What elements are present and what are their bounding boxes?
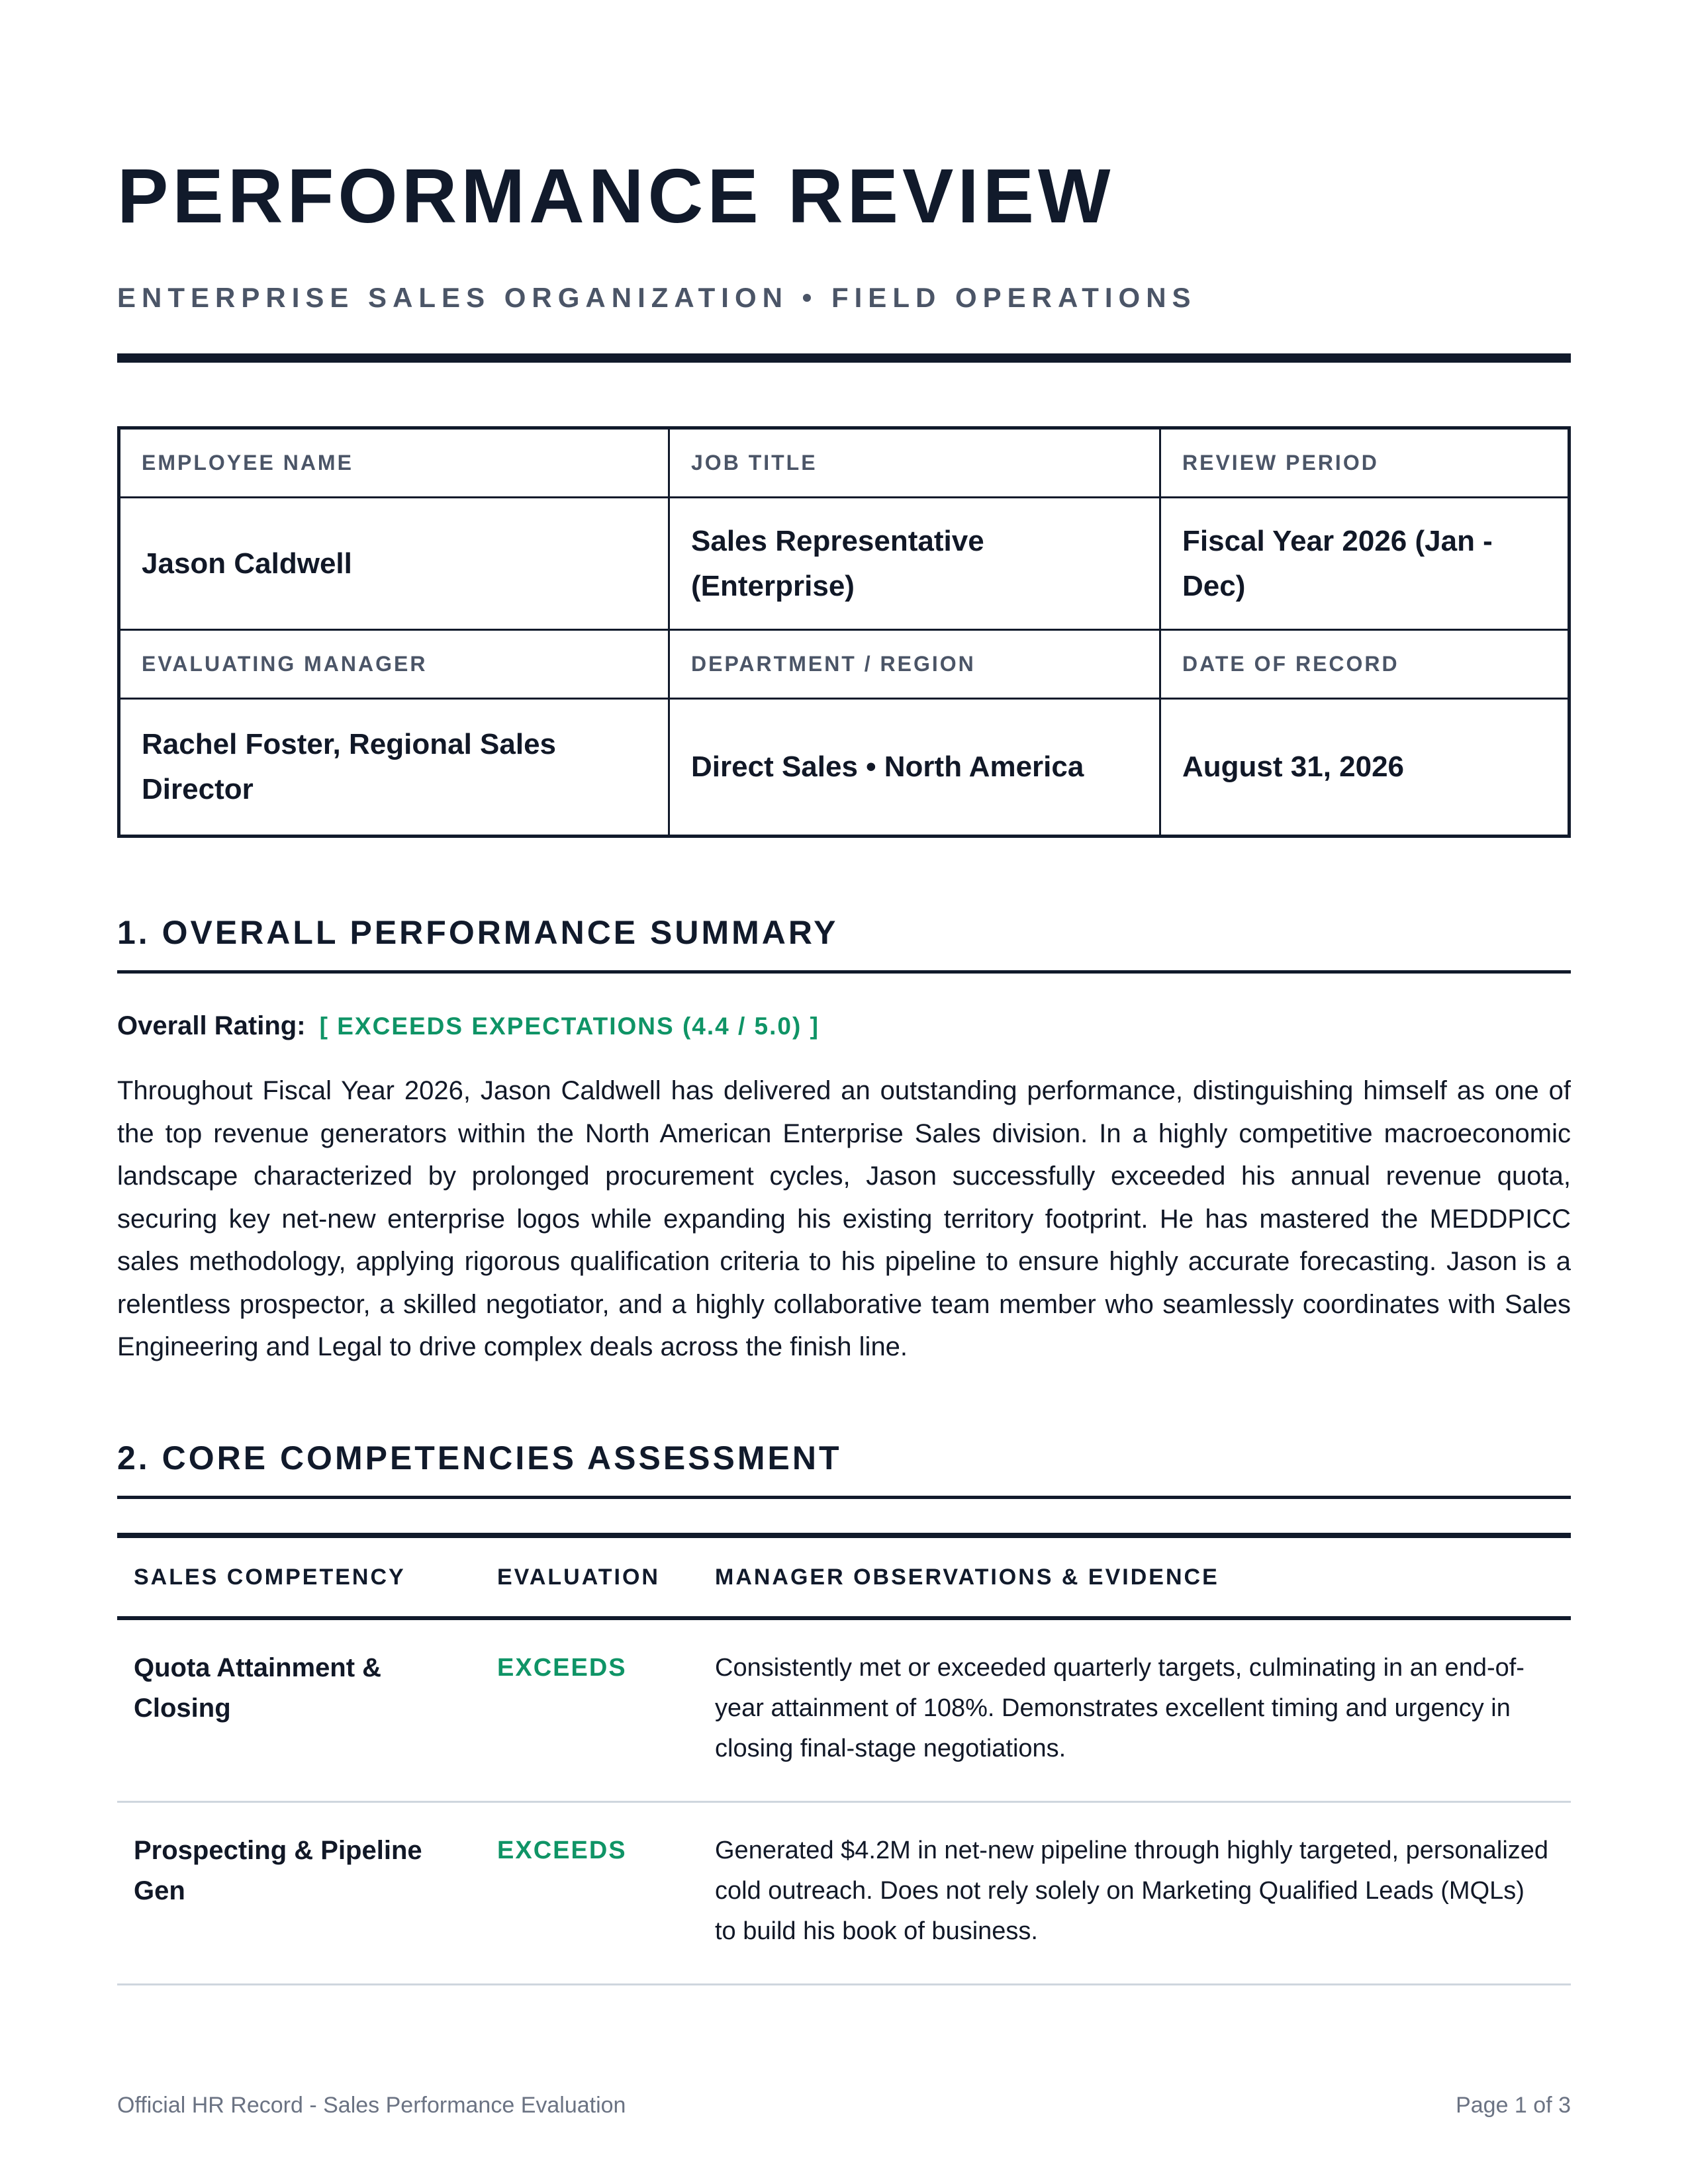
header-evaluation: EVALUATION bbox=[497, 1564, 660, 1590]
date-value-cell bbox=[1161, 700, 1568, 835]
table-row bbox=[117, 1620, 1571, 1803]
employee-info-table bbox=[117, 426, 1571, 838]
competencies-table bbox=[117, 1533, 1571, 1985]
header-manager-observations: MANAGER OBSERVATIONS & EVIDENCE bbox=[715, 1564, 1219, 1590]
section-1-title: 1. OVERALL PERFORMANCE SUMMARY bbox=[117, 914, 839, 951]
competency-evaluation: EXCEEDS bbox=[497, 1654, 627, 1682]
competency-observations: Consistently met or exceeded quarterly targets, culminating in an end-of-year attainment of 108%. Demonstrates excellent timing and urgency in closing final-stage negotiations. bbox=[715, 1654, 1524, 1762]
employee-name-value: Jason Caldwell bbox=[142, 547, 352, 580]
competency-name: Prospecting & Pipeline Gen bbox=[134, 1836, 422, 1905]
overall-rating-label: Overall Rating: bbox=[117, 1011, 306, 1040]
competency-name: Quota Attainment & Closing bbox=[134, 1653, 382, 1723]
department-label-cell bbox=[670, 631, 1161, 700]
footer-record-label: Official HR Record - Sales Performance Evaluation bbox=[117, 2093, 626, 2118]
competency-evaluation: EXCEEDS bbox=[497, 1837, 627, 1864]
job-title-value-cell bbox=[670, 498, 1161, 631]
header-divider bbox=[117, 353, 1571, 363]
competency-observations: Generated $4.2M in net-new pipeline through highly targeted, personalized cold outreach. Does not rely solely on Marketing Qualified Leads (MQLs) to build his book of business. bbox=[715, 1837, 1549, 1945]
job-title-label-cell bbox=[670, 430, 1161, 498]
employee-name-label-cell bbox=[120, 430, 670, 498]
employee-name-label: EMPLOYEE NAME bbox=[142, 451, 353, 475]
manager-value-cell bbox=[120, 700, 670, 835]
section-1-divider bbox=[117, 970, 1571, 974]
manager-value: Rachel Foster, Regional Sales Director bbox=[142, 728, 557, 805]
manager-label: EVALUATING MANAGER bbox=[142, 652, 428, 676]
date-label-cell bbox=[1161, 631, 1568, 700]
performance-summary-text: Throughout Fiscal Year 2026, Jason Caldwell has delivered an outstanding performance, distinguishing himself as one of the top revenue generators within the North American Enterprise Sales division. In a highly competitive macroeconomic landscape characterized by prolonged procurement cycles, Jason successfully exceeded his annual revenue quota, securing key net-new enterprise logos while expanding his existing territory footprint. He has mastered the MEDDPICC sales methodology, applying rigorous qualification criteria to his pipeline to ensure highly accurate forecasting. Jason is a relentless prospector, a skilled negotiator, and a highly collaborative team member who seamlessly coordinates with Sales Engineering and Legal to drive complex deals across the finish line. bbox=[117, 1076, 1571, 1361]
employee-name-value-cell bbox=[120, 498, 670, 631]
review-period-value-cell bbox=[1161, 498, 1568, 631]
review-period-value: Fiscal Year 2026 (Jan - Dec) bbox=[1182, 524, 1493, 602]
date-label: DATE OF RECORD bbox=[1182, 652, 1399, 676]
job-title-label: JOB TITLE bbox=[691, 451, 818, 475]
department-label: DEPARTMENT / REGION bbox=[691, 652, 976, 676]
document-title: PERFORMANCE REVIEW bbox=[117, 153, 1115, 239]
document-subtitle: ENTERPRISE SALES ORGANIZATION • FIELD OPERATIONS bbox=[117, 282, 1197, 313]
review-period-label-cell bbox=[1161, 430, 1568, 498]
footer-page-number: Page 1 of 3 bbox=[1456, 2093, 1571, 2118]
department-value: Direct Sales • North America bbox=[691, 751, 1084, 783]
job-title-value: Sales Representative (Enterprise) bbox=[691, 524, 984, 602]
department-value-cell bbox=[670, 700, 1161, 835]
manager-label-cell bbox=[120, 631, 670, 700]
overall-rating bbox=[117, 1011, 820, 1041]
section-2-divider bbox=[117, 1496, 1571, 1499]
competencies-table-header bbox=[117, 1533, 1571, 1620]
review-period-label: REVIEW PERIOD bbox=[1182, 451, 1379, 475]
section-2-title: 2. CORE COMPETENCIES ASSESSMENT bbox=[117, 1439, 842, 1477]
header-sales-competency: SALES COMPETENCY bbox=[134, 1564, 406, 1590]
overall-rating-value: [ EXCEEDS EXPECTATIONS (4.4 / 5.0) ] bbox=[319, 1013, 820, 1040]
table-row bbox=[117, 1803, 1571, 1985]
date-value: August 31, 2026 bbox=[1182, 751, 1405, 783]
